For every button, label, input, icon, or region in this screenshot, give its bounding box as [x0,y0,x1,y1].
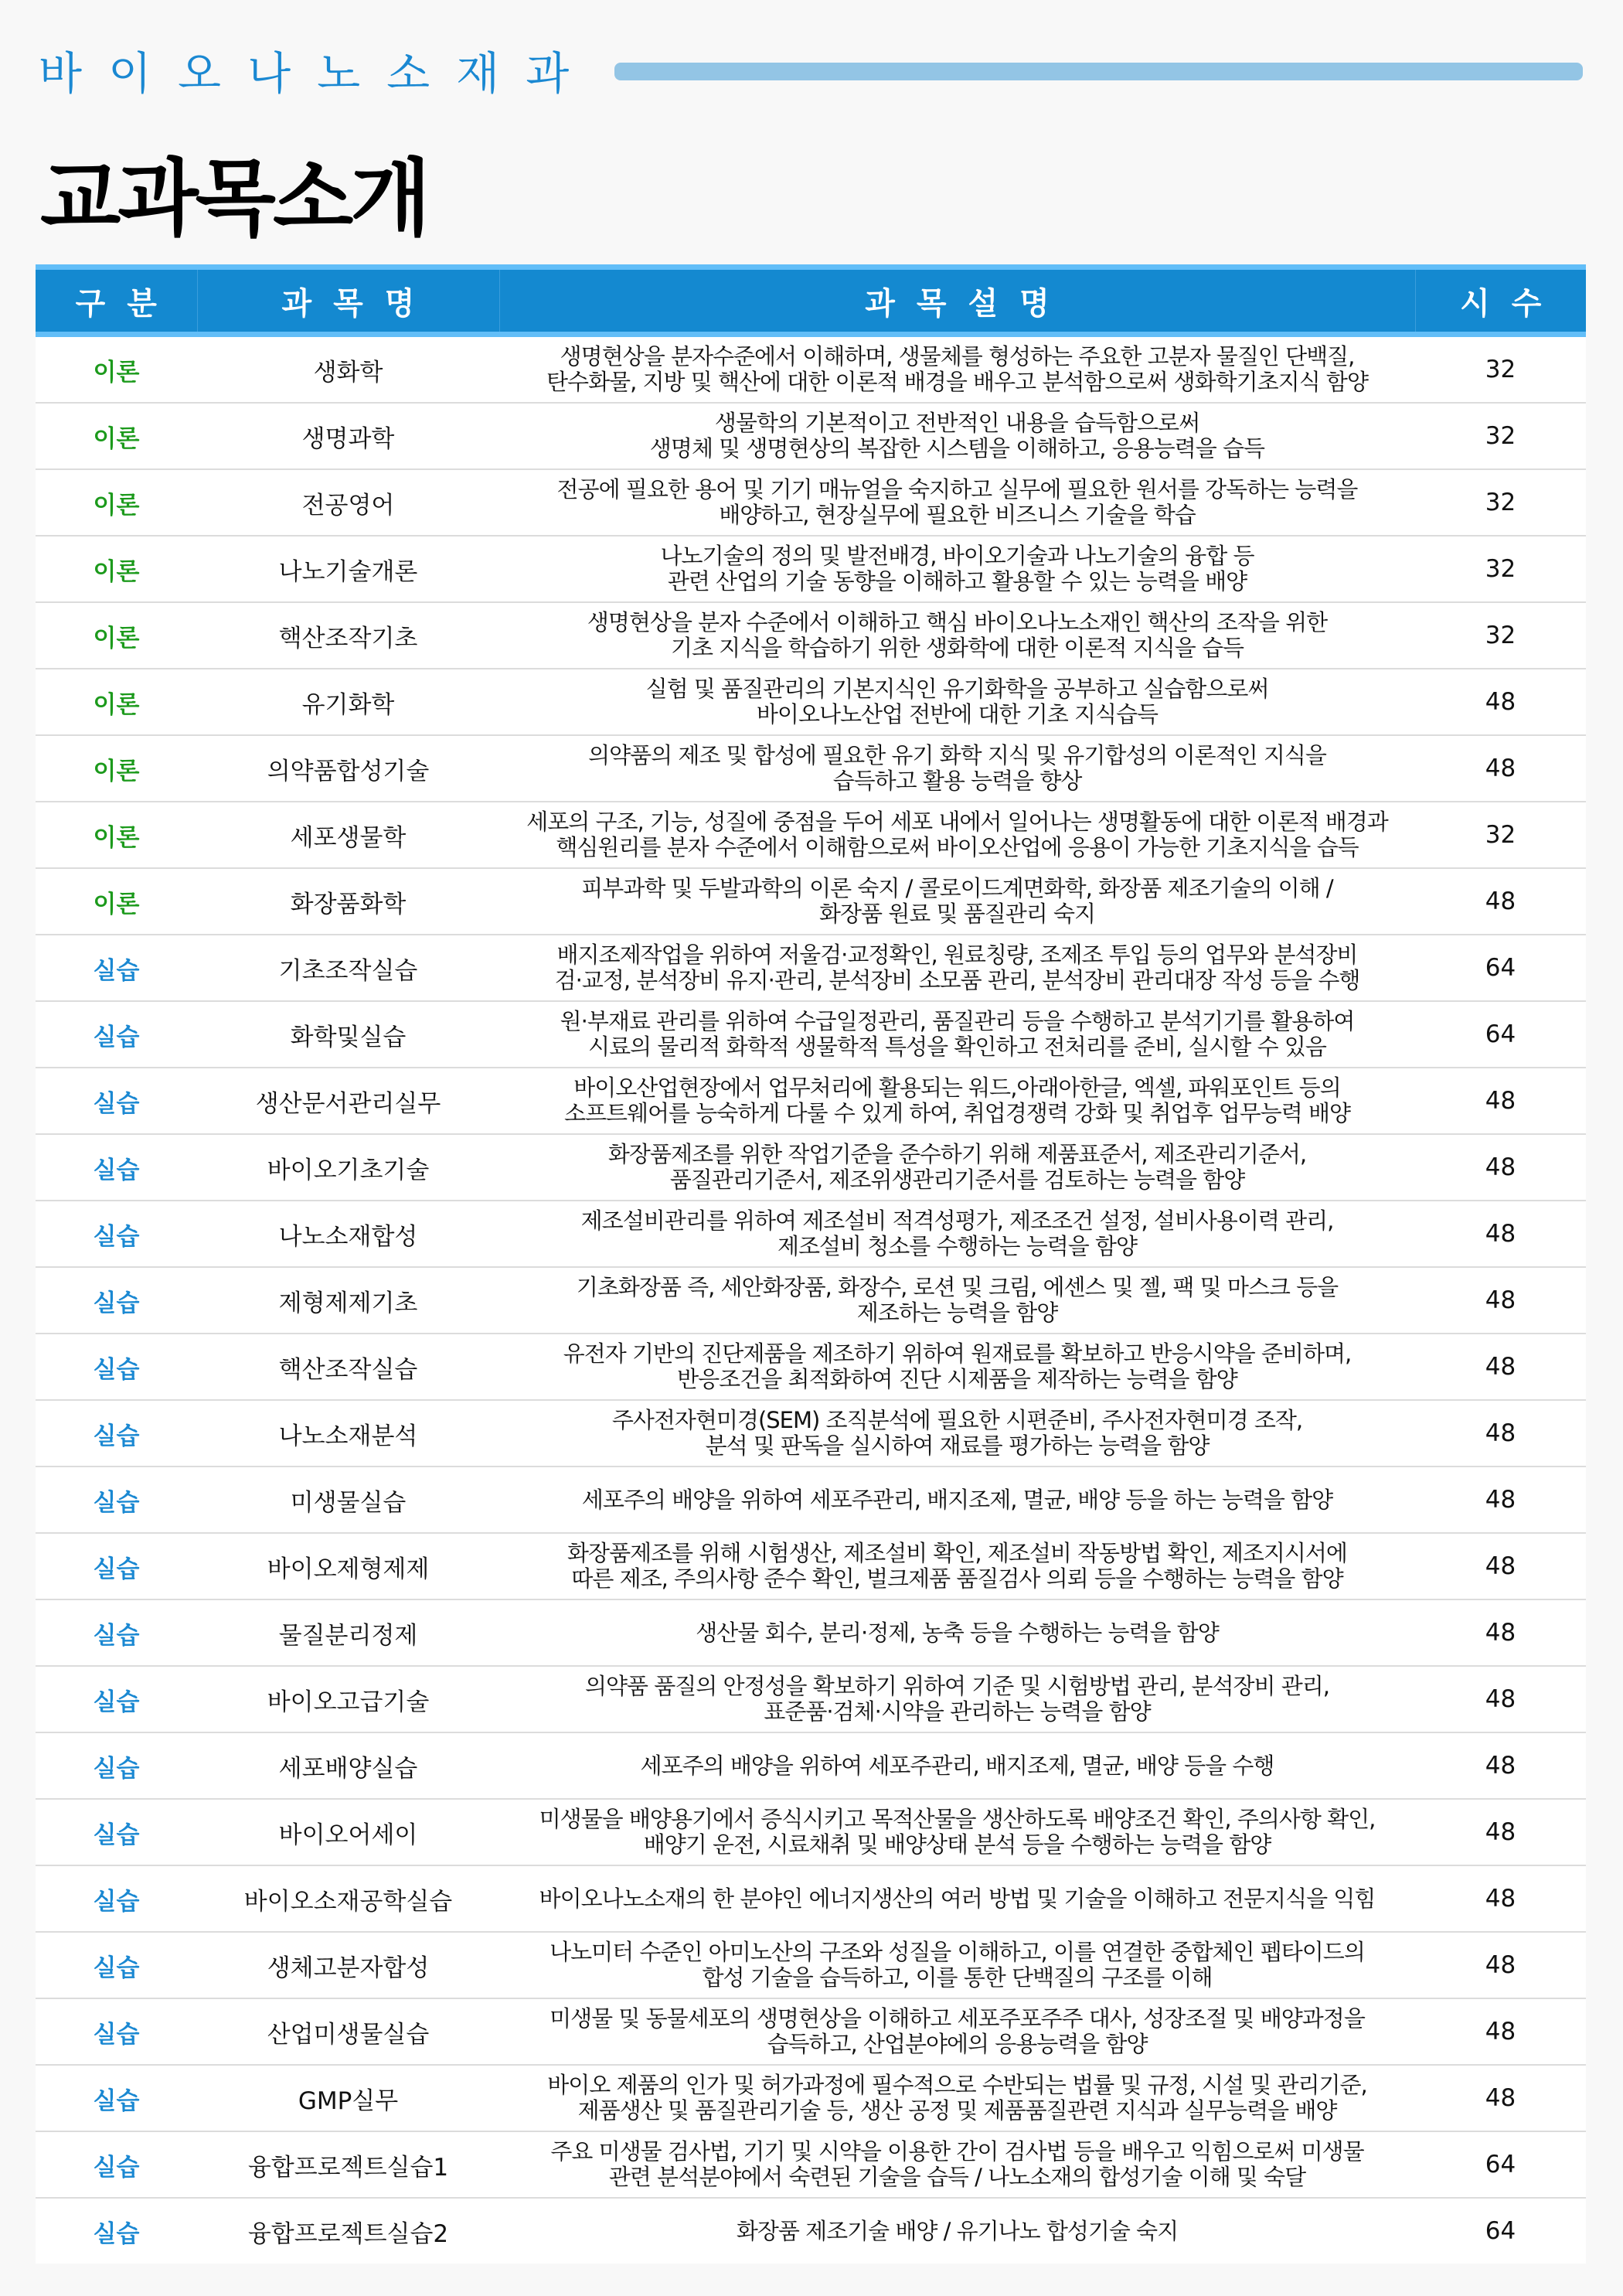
table-row [36,1732,1586,1799]
category-cell: 이론 [36,403,197,469]
category-cell: 실습 [36,935,197,1001]
subject-name-cell: 나노소재합성 [197,1201,499,1267]
hours-cell: 48 [1415,1201,1586,1267]
column-header-category: 구분 [36,267,197,335]
hours-cell: 48 [1415,1334,1586,1400]
category-cell: 이론 [36,335,197,404]
subject-description-cell: 화장품제조를 위한 작업기준을 준수하기 위해 제품표준서, 제조관리기준서, 품질관리기준서, 제조위생관리기준서를 검토하는 능력을 함양 [499,1134,1415,1201]
category-cell: 실습 [36,1732,197,1799]
table-row [36,1865,1586,1932]
hours-cell: 64 [1415,2131,1586,2198]
category-cell: 이론 [36,735,197,802]
subject-description-cell: 주요 미생물 검사법, 기기 및 시약을 이용한 간이 검사법 등을 배우고 익힘으로써 미생물 관련 분석분야에서 숙련된 기술을 습득 / 나노소재의 합성기술 이해 및 숙달 [499,2131,1415,2198]
table-row [36,868,1586,935]
table-row [36,802,1586,868]
table-row [36,1799,1586,1865]
subject-name-cell: 바이오소재공학실습 [197,1865,499,1932]
subject-description-cell: 배지조제작업을 위하여 저울검·교정확인, 원료칭량, 조제조 투입 등의 업무와 분석장비 검·교정, 분석장비 유지·관리, 분석장비 소모품 관리, 분석장비 관리대장 작성 등을 수행 [499,935,1415,1001]
subject-description-cell: 피부과학 및 두발과학의 이론 숙지 / 콜로이드계면화학, 화장품 제조기술의 이해 / 화장품 원료 및 품질관리 숙지 [499,868,1415,935]
decorative-bar [614,63,1583,80]
department-name: 바이오나노소재과 [39,47,596,100]
category-cell: 이론 [36,868,197,935]
subject-name-cell: 산업미생물실습 [197,1998,499,2065]
subject-description-cell: 생물학의 기본적이고 전반적인 내용을 습득함으로써 생명체 및 생명현상의 복잡한 시스템을 이해하고, 응용능력을 습득 [499,403,1415,469]
subject-name-cell: 생산문서관리실무 [197,1068,499,1134]
table-row [36,1932,1586,1998]
category-cell: 실습 [36,2065,197,2131]
subject-description-cell: 의약품 품질의 안정성을 확보하기 위하여 기준 및 시험방법 관리, 분석장비 관리, 표준품·검체·시약을 관리하는 능력을 함양 [499,1666,1415,1732]
table-row [36,403,1586,469]
table-row [36,1134,1586,1201]
subject-description-cell: 바이오 제품의 인가 및 허가과정에 필수적으로 수반되는 법률 및 규정, 시설 및 관리기준, 제품생산 및 품질관리기술 등, 생산 공정 및 제품품질관련 지식과 실무능력을 배양 [499,2065,1415,2131]
category-cell: 실습 [36,1001,197,1068]
hours-cell: 48 [1415,1068,1586,1134]
category-cell: 실습 [36,1599,197,1666]
subject-description-cell: 세포의 구조, 기능, 성질에 중점을 두어 세포 내에서 일어나는 생명활동에 대한 이론적 배경과 핵심원리를 분자 수준에서 이해함으로써 바이오산업에 응용이 가능한 기초지식을 습득 [499,802,1415,868]
hours-cell: 32 [1415,602,1586,669]
category-cell: 이론 [36,802,197,868]
table-header-row [36,267,1586,335]
subject-name-cell: 생체고분자합성 [197,1932,499,1998]
hours-cell: 48 [1415,1134,1586,1201]
subject-name-cell: 화학및실습 [197,1001,499,1068]
table-row [36,536,1586,602]
category-cell: 실습 [36,1267,197,1334]
hours-cell: 48 [1415,1732,1586,1799]
category-cell: 실습 [36,1998,197,2065]
subject-name-cell: 기초조작실습 [197,935,499,1001]
hours-cell: 48 [1415,669,1586,735]
subject-name-cell: 세포생물학 [197,802,499,868]
subject-name-cell: 생명과학 [197,403,499,469]
category-cell: 실습 [36,2131,197,2198]
hours-cell: 48 [1415,1400,1586,1467]
table-row [36,2198,1586,2264]
table-row [36,735,1586,802]
curriculum-table [36,264,1586,2264]
hours-cell: 48 [1415,1599,1586,1666]
table-row [36,335,1586,404]
subject-description-cell: 미생물 및 동물세포의 생명현상을 이해하고 세포주포주주 대사, 성장조절 및 배양과정을 습득하고, 산업분야에의 응용능력을 함양 [499,1998,1415,2065]
subject-name-cell: 바이오고급기술 [197,1666,499,1732]
table-row [36,669,1586,735]
column-header-subject: 과목명 [197,267,499,335]
category-cell: 실습 [36,1201,197,1267]
subject-name-cell: 의약품합성기술 [197,735,499,802]
subject-name-cell: 융합프로젝트실습2 [247,2219,449,2248]
hours-cell: 32 [1415,802,1586,868]
subject-name-cell: 생화학 [197,335,499,404]
table-row [36,935,1586,1001]
table-row [36,1400,1586,1467]
hours-cell: 48 [1415,1267,1586,1334]
table-row [36,1267,1586,1334]
subject-name-cell: 물질분리정제 [197,1599,499,1666]
table-row [36,1599,1586,1666]
table-row [36,1533,1586,1599]
column-header-description: 과목설명 [499,267,1415,335]
hours-cell: 48 [1415,1998,1586,2065]
table-row [36,1666,1586,1732]
hours-cell: 64 [1415,935,1586,1001]
subject-name-cell: 세포배양실습 [197,1732,499,1799]
table-row [36,1201,1586,1267]
subject-description-cell: 화장품제조를 위해 시험생산, 제조설비 확인, 제조설비 작동방법 확인, 제조지시서에 따른 제조, 주의사항 준수 확인, 벌크제품 품질검사 의뢰 등을 수행하는 능력을 함양 [499,1533,1415,1599]
subject-description-cell: 생명현상을 분자 수준에서 이해하고 핵심 바이오나노소재인 핵산의 조작을 위한 기초 지식을 학습하기 위한 생화학에 대한 이론적 지식을 습득 [499,602,1415,669]
hours-cell: 32 [1415,403,1586,469]
subject-description-cell: 의약품의 제조 및 합성에 필요한 유기 화학 지식 및 유기합성의 이론적인 지식을 습득하고 활용 능력을 향상 [499,735,1415,802]
hours-cell: 48 [1415,1932,1586,1998]
subject-name-cell: 제형제제기초 [197,1267,499,1334]
subject-description-cell: 생명현상을 분자수준에서 이해하며, 생물체를 형성하는 주요한 고분자 물질인 단백질, 탄수화물, 지방 및 핵산에 대한 이론적 배경을 배우고 분석함으로써 생화학기초지식 함양 [499,335,1415,404]
hours-cell: 32 [1415,335,1586,404]
category-cell: 이론 [36,602,197,669]
subject-description-cell: 제조설비관리를 위하여 제조설비 적격성평가, 제조조건 설정, 설비사용이력 관리, 제조설비 청소를 수행하는 능력을 함양 [499,1201,1415,1267]
subject-name-cell: 핵산조작실습 [197,1334,499,1400]
subject-description-cell: 세포주의 배양을 위하여 세포주관리, 배지조제, 멸균, 배양 등을 하는 능력을 함양 [499,1467,1415,1533]
subject-description-cell: 화장품 제조기술 배양 / 유기나노 합성기술 숙지 [736,2217,1179,2244]
category-cell: 실습 [36,1334,197,1400]
table-row [36,2065,1586,2131]
table-row [36,469,1586,536]
category-cell: 이론 [36,536,197,602]
subject-description-cell: 전공에 필요한 용어 및 기기 매뉴얼을 숙지하고 실무에 필요한 원서를 강독하는 능력을 배양하고, 현장실무에 필요한 비즈니스 기술을 학습 [499,469,1415,536]
subject-name-cell: 바이오기초기술 [197,1134,499,1201]
category-cell: 이론 [36,669,197,735]
subject-description-cell: 실험 및 품질관리의 기본지식인 유기화학을 공부하고 실습함으로써 바이오나노산업 전반에 대한 기초 지식습득 [499,669,1415,735]
hours-cell: 48 [1415,1533,1586,1599]
category-cell: 실습 [36,1533,197,1599]
table-row [36,2131,1586,2198]
hours-cell: 48 [1415,2065,1586,2131]
table-row [36,1334,1586,1400]
table-row [36,1001,1586,1068]
category-cell: 이론 [36,469,197,536]
category-cell: 실습 [93,2219,140,2248]
subject-name-cell: 바이오어세이 [197,1799,499,1865]
subject-name-cell: 핵산조작기초 [197,602,499,669]
subject-name-cell: 미생물실습 [197,1467,499,1533]
subject-description-cell: 원·부재료 관리를 위하여 수급일정관리, 품질관리 등을 수행하고 분석기기를 활용하여 시료의 물리적 화학적 생물학적 특성을 확인하고 전처리를 준비, 실시할 수 있음 [499,1001,1415,1068]
subject-description-cell: 바이오나노소재의 한 분야인 에너지생산의 여러 방법 및 기술을 이해하고 전문지식을 익힘 [499,1865,1415,1932]
subject-name-cell: 전공영어 [197,469,499,536]
table-row [36,1068,1586,1134]
hours-cell: 32 [1415,536,1586,602]
category-cell: 실습 [36,1666,197,1732]
table-row [36,1998,1586,2065]
subject-name-cell: 나노기술개론 [197,536,499,602]
subject-description-cell: 주사전자현미경(SEM) 조직분석에 필요한 시편준비, 주사전자현미경 조작, 분석 및 판독을 실시하여 재료를 평가하는 능력을 함양 [499,1400,1415,1467]
hours-cell: 32 [1415,469,1586,536]
hours-cell: 48 [1415,1799,1586,1865]
subject-description-cell: 생산물 회수, 분리·정제, 농축 등을 수행하는 능력을 함양 [499,1599,1415,1666]
subject-description-cell: 유전자 기반의 진단제품을 제조하기 위하여 원재료를 확보하고 반응시약을 준비하며, 반응조건을 최적화하여 진단 시제품을 제작하는 능력을 함양 [499,1334,1415,1400]
page-title: 교과목소개 [40,151,428,247]
subject-description-cell: 미생물을 배양용기에서 증식시키고 목적산물을 생산하도록 배양조건 확인, 주의사항 확인, 배양기 운전, 시료채취 및 배양상태 분석 등을 수행하는 능력을 함양 [499,1799,1415,1865]
hours-cell: 48 [1415,1865,1586,1932]
hours-cell: 48 [1415,1467,1586,1533]
category-cell: 실습 [36,1467,197,1533]
category-cell: 실습 [36,1799,197,1865]
subject-name-cell: 나노소재분석 [197,1400,499,1467]
subject-description-cell: 나노기술의 정의 및 발전배경, 바이오기술과 나노기술의 융합 등 관련 산업의 기술 동향을 이해하고 활용할 수 있는 능력을 배양 [499,536,1415,602]
category-cell: 실습 [36,1400,197,1467]
subject-name-cell: 화장품화학 [197,868,499,935]
hours-cell: 64 [1415,1001,1586,1068]
table-row [36,1467,1586,1533]
category-cell: 실습 [36,1932,197,1998]
subject-name-cell: 융합프로젝트실습1 [197,2131,499,2198]
hours-cell: 48 [1415,1666,1586,1732]
subject-description-cell: 나노미터 수준인 아미노산의 구조와 성질을 이해하고, 이를 연결한 중합체인 펩타이드의 합성 기술을 습득하고, 이를 통한 단백질의 구조를 이해 [499,1932,1415,1998]
subject-name-cell: 바이오제형제제 [197,1533,499,1599]
table-row [36,602,1586,669]
subject-description-cell: 세포주의 배양을 위하여 세포주관리, 배지조제, 멸균, 배양 등을 수행 [499,1732,1415,1799]
column-header-hours: 시수 [1415,267,1586,335]
subject-description-cell: 바이오산업현장에서 업무처리에 활용되는 워드,아래아한글, 엑셀, 파워포인트 등의 소프트웨어를 능숙하게 다룰 수 있게 하여, 취업경쟁력 강화 및 취업후 업무능력 배양 [499,1068,1415,1134]
category-cell: 실습 [36,1865,197,1932]
subject-name-cell: 유기화학 [197,669,499,735]
category-cell: 실습 [36,1068,197,1134]
subject-description-cell: 기초화장품 즉, 세안화장품, 화장수, 로션 및 크림, 에센스 및 젤, 팩 및 마스크 등을 제조하는 능력을 함양 [499,1267,1415,1334]
hours-cell: 64 [1485,2217,1516,2245]
subject-name-cell: GMP실무 [197,2065,499,2131]
hours-cell: 48 [1415,735,1586,802]
category-cell: 실습 [36,1134,197,1201]
hours-cell: 48 [1415,868,1586,935]
